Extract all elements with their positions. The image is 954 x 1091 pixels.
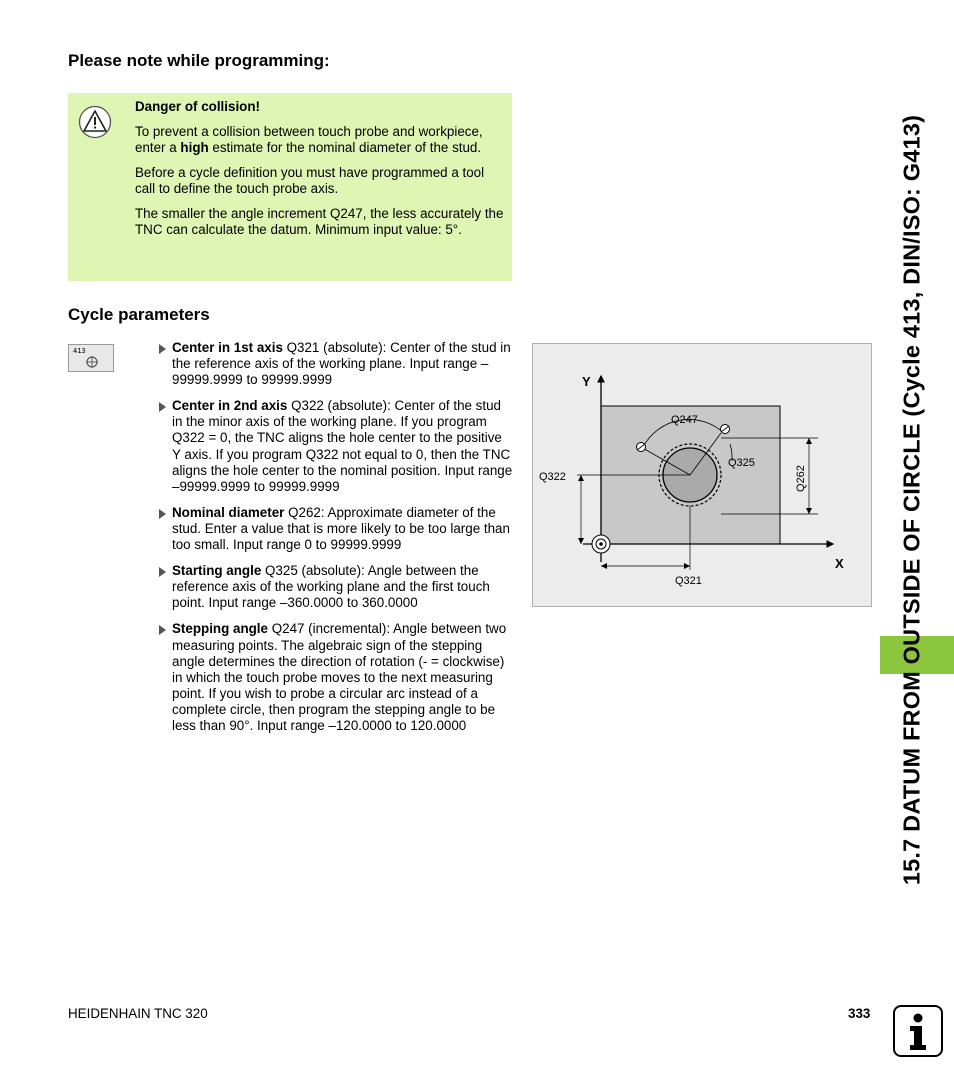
label-q321: Q321 <box>675 575 702 587</box>
footer-product: HEIDENHAIN TNC 320 <box>68 1006 208 1021</box>
stud-diagram-drawing <box>533 344 871 606</box>
x-axis-label: X <box>835 556 844 571</box>
cycle-number: 413 <box>73 347 86 355</box>
params-heading: Cycle parameters <box>68 305 210 324</box>
bullet-triangle-icon <box>159 344 166 354</box>
bullet-triangle-icon <box>159 402 166 412</box>
param-nominal-diameter: Nominal diameter Q262: Approximate diameter of the stud. Enter a value that is more likely to be too large than too small. Input range 0 to 99999.9999 <box>158 505 513 553</box>
param-starting-angle: Starting angle Q325 (absolute): Angle between the reference axis of the working plane and the first touch point. Input range –360.0000 to 360.0000 <box>158 563 513 611</box>
param-center-1st-axis: Center in 1st axis Q321 (absolute): Center of the stud in the reference axis of the working plane. Input range –99999.9999 to 99999.9999 <box>158 340 513 388</box>
parameter-list <box>158 340 513 744</box>
stud-diagram <box>532 343 872 607</box>
bullet-triangle-icon <box>159 625 166 635</box>
warning-paragraph-2: Before a cycle definition you must have programmed a tool call to define the touch probe axis. <box>135 165 485 197</box>
circle-target-icon <box>85 355 99 369</box>
warning-icon <box>78 105 112 139</box>
warning-paragraph-3: The smaller the angle increment Q247, the less accurately the TNC can calculate the datum. Minimum input value: 5°. <box>135 206 504 238</box>
warning-paragraph-1: To prevent a collision between touch probe and workpiece, enter a high estimate for the nominal diameter of the stud. <box>135 124 483 156</box>
info-icon <box>893 1005 943 1057</box>
warning-title: Danger of collision! <box>135 99 260 114</box>
label-q262: Q262 <box>795 465 807 492</box>
cycle-413-icon <box>68 344 114 372</box>
label-q322: Q322 <box>539 471 566 483</box>
param-center-2nd-axis: Center in 2nd axis Q322 (absolute): Center of the stud in the minor axis of the working plane. If you program Q322 = 0, the TNC aligns the hole center to the positive Y axis. If you program Q322 not equal to 0, then the TNC aligns the hole center to the nominal position. Input range –99999.9999 to 99999.9999 <box>158 398 513 495</box>
note-heading: Please note while programming: <box>68 51 330 70</box>
label-q325: Q325 <box>728 457 755 469</box>
label-q247: Q247 <box>671 414 698 426</box>
page-number: 333 <box>848 1006 871 1021</box>
param-stepping-angle: Stepping angle Q247 (incremental): Angle between two measuring points. The algebraic sign of the stepping angle determines the direction of rotation (- = clockwise) in which the touch probe moves to the next measuring point. If you wish to probe a circular arc instead of a complete circle, then program the stepping angle to be less than 90°. Input range –120.0000 to 120.0000 <box>158 621 513 734</box>
bullet-triangle-icon <box>159 509 166 519</box>
y-axis-label: Y <box>582 374 591 389</box>
bullet-triangle-icon <box>159 567 166 577</box>
warning-box <box>68 93 512 281</box>
